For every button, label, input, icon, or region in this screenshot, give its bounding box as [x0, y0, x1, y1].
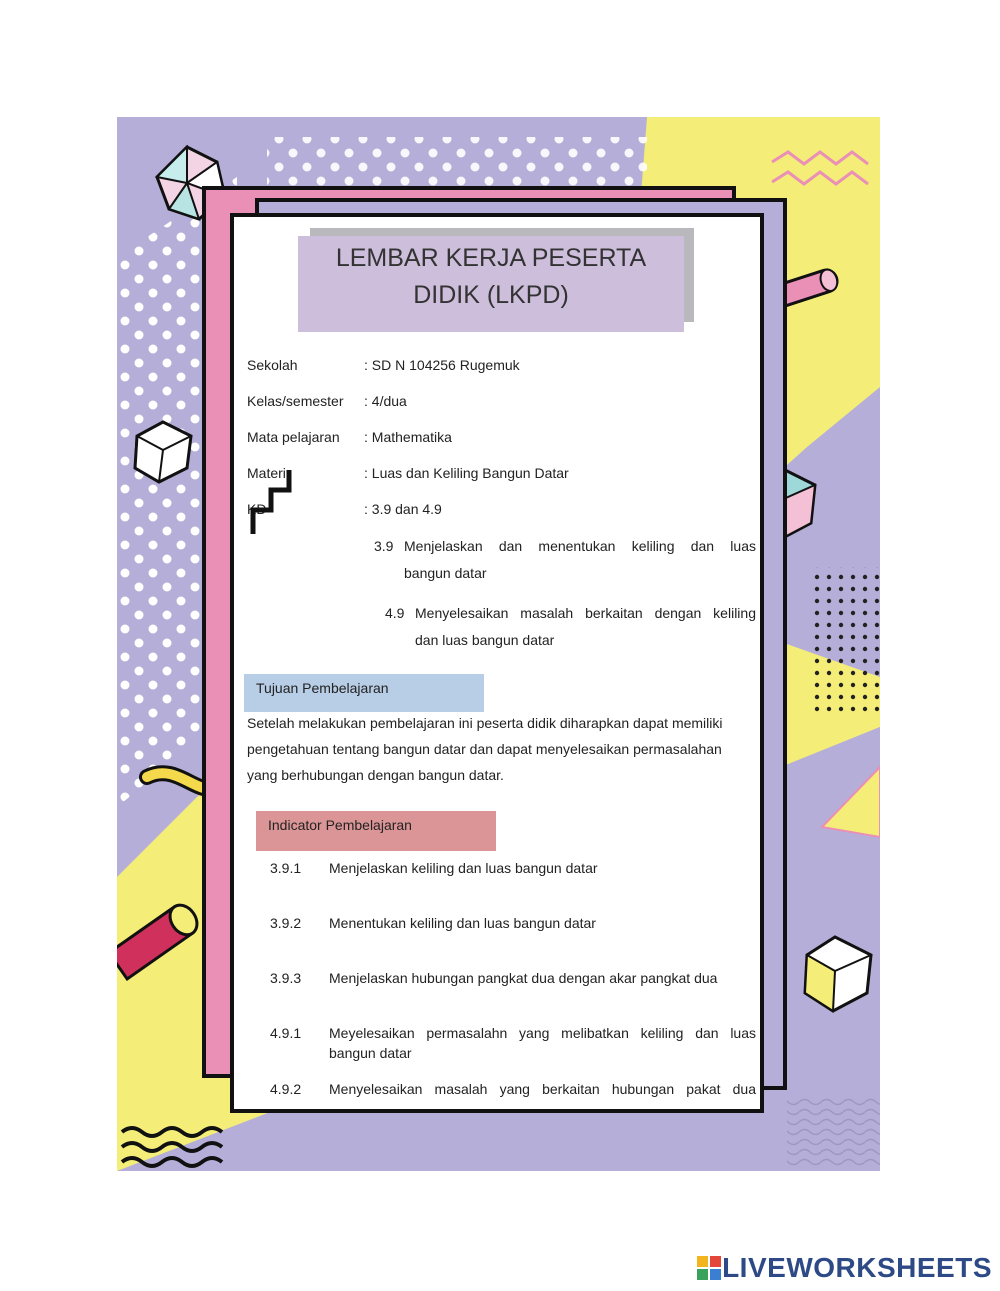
title-line-1: LEMBAR KERJA PESERTA	[335, 244, 647, 272]
indicator-num: 4.9.2	[270, 1081, 302, 1097]
kd-num-4-9: 4.9	[385, 605, 405, 621]
indicator-heading: Indicator Pembelajaran	[256, 811, 496, 851]
info-value-kd: : 3.9 dan 4.9	[364, 501, 442, 517]
kd-num-3-9: 3.9	[374, 538, 394, 554]
indicator-text: Meyelesaikan permasalahn yang melibatkan keliling dan luas	[329, 1025, 756, 1041]
kd-text-4-9-cont: dan luas bangun datar	[415, 632, 555, 648]
info-value-sekolah: : SD N 104256 Rugemuk	[364, 357, 520, 373]
kd-text-3-9: Menjelaskan dan menentukan keliling dan luas	[404, 538, 756, 554]
indicator-text-cont: bangun datar	[329, 1045, 412, 1061]
liveworksheets-brand[interactable]: LIVEWORKSHEETS	[722, 1252, 992, 1283]
zigzag-decoration	[247, 470, 295, 536]
page-title	[298, 240, 684, 314]
info-label-mapel: Mata pelajaran	[247, 429, 340, 445]
indicator-text: Menentukan keliling dan luas bangun datar	[329, 915, 596, 931]
info-label-sekolah: Sekolah	[247, 357, 298, 373]
liveworksheets-logo-icon	[697, 1256, 721, 1280]
info-value-materi: : Luas dan Keliling Bangun Datar	[364, 465, 569, 481]
info-label-kelas: Kelas/semester	[247, 393, 344, 409]
indicator-num: 3.9.1	[270, 860, 302, 876]
indicator-num: 3.9.2	[270, 915, 302, 931]
objective-text: Setelah melakukan pembelajaran ini peserta didik diharapkan dapat memiliki pengetahuan tentang bangun datar dan dapat menyelesaikan permasalahan yang berhubungan dengan bangun datar.	[247, 715, 723, 783]
indicator-num: 3.9.3	[270, 970, 302, 986]
indicator-text: Menyelesaikan masalah yang berkaitan hubungan pakat dua	[329, 1081, 756, 1097]
info-value-kelas: : 4/dua	[364, 393, 407, 409]
objective-heading: Tujuan Pembelajaran	[244, 674, 484, 712]
info-label-materi: Materi	[247, 465, 286, 481]
indicator-text: Menjelaskan hubungan pangkat dua dengan akar pangkat dua	[329, 970, 718, 986]
indicator-num: 4.9.1	[270, 1025, 302, 1041]
kd-text-4-9: Menyelesaikan masalah berkaitan dengan keliling	[415, 605, 756, 621]
title-line-2: DIDIK (LKPD)	[413, 281, 569, 309]
info-value-mapel: : Mathematika	[364, 429, 452, 445]
kd-text-3-9-cont: bangun datar	[404, 565, 487, 581]
indicator-text: Menjelaskan keliling dan luas bangun datar	[329, 860, 598, 876]
info-label-kd: KD	[247, 501, 267, 517]
